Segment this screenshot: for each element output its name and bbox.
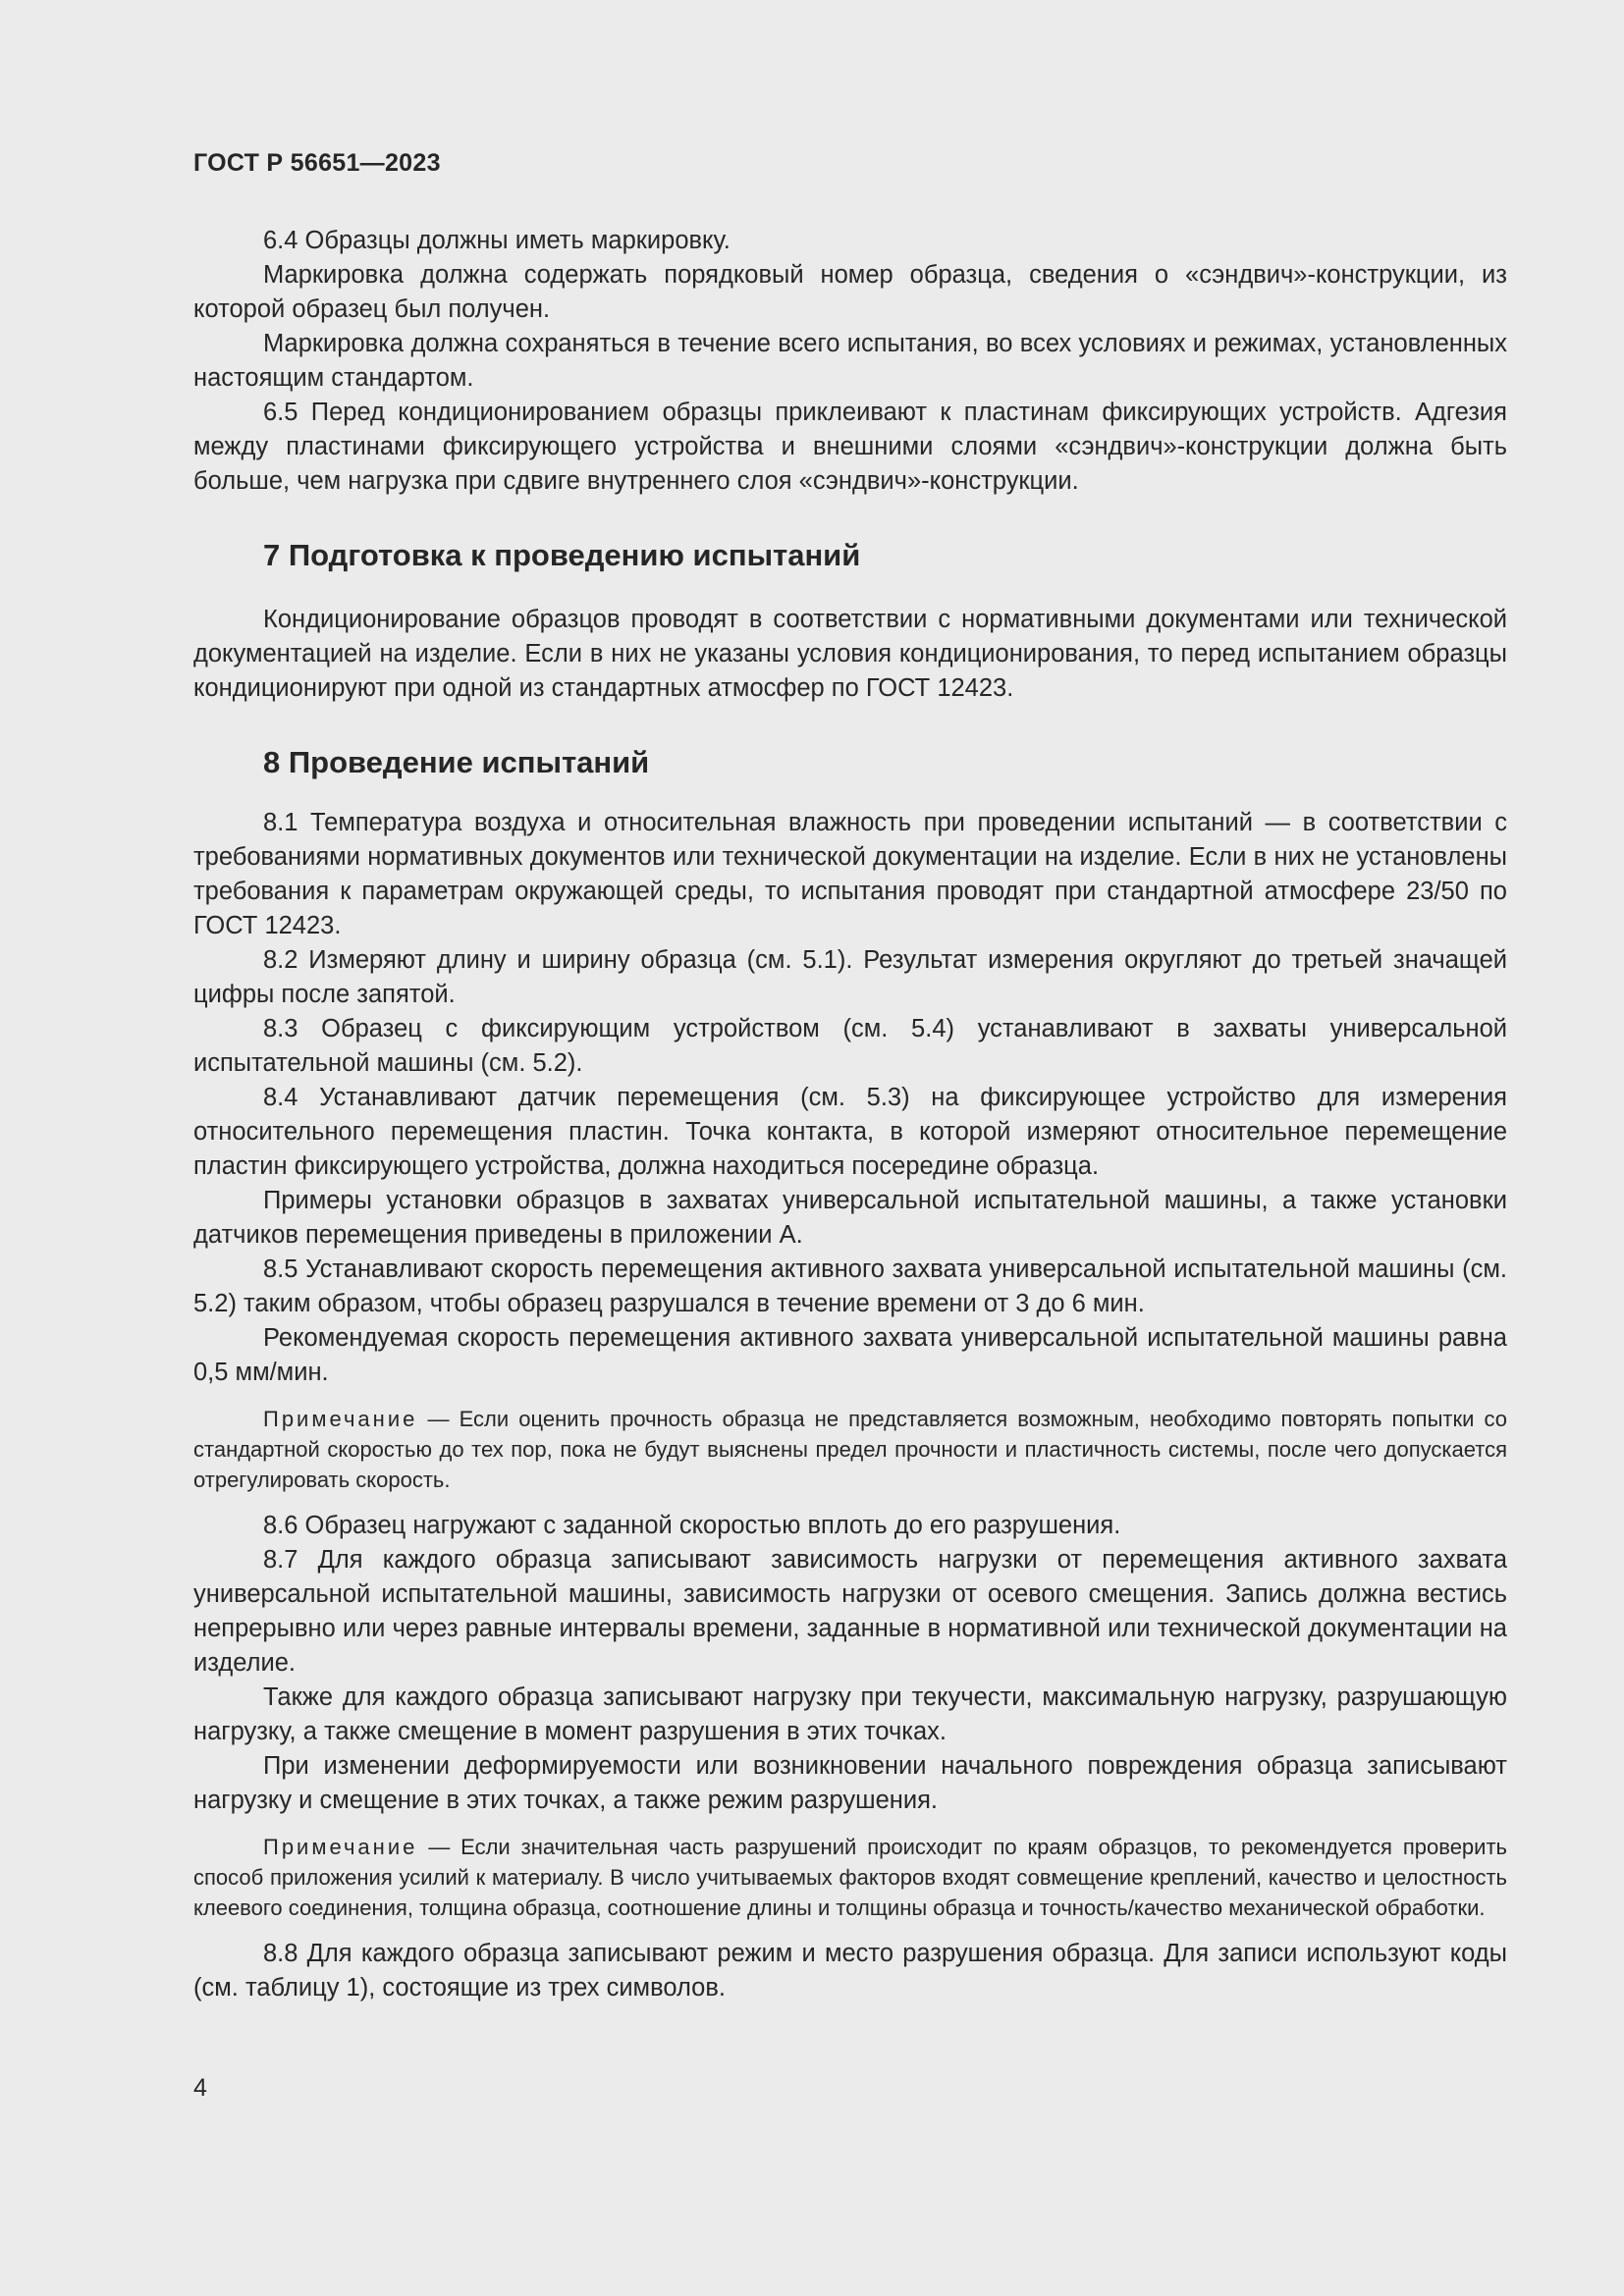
paragraph: Кондиционирование образцов проводят в соответствии с нормативными документами или технической документацией на изделие. Если в них не указаны условия кондиционирования, то перед испытанием образцы кондиционируют при одной из стандартных атмосфер по ГОСТ 12423. [193,606,1507,702]
note-label: Примечание [263,1407,418,1431]
section-heading-7: 7 Подготовка к проведению испытаний [263,538,861,572]
paragraph: Также для каждого образца записывают нагрузку при текучести, максимальную нагрузку, разрушающую нагрузку, а также смещение в момент разрушения в этих точках. [193,1683,1507,1745]
paragraph-8-2: 8.2 Измеряют длину и ширину образца (см. 5.1). Результат измерения округляют до третьей значащей цифры после запятой. [193,946,1507,1008]
paragraph-8-3: 8.3 Образец с фиксирующим устройством (см. 5.4) устанавливают в захваты универсальной испытательной машины (см. 5.2). [193,1015,1507,1077]
note [193,1404,1507,1495]
paragraph: Рекомендуемая скорость перемещения активного захвата универсальной испытательной машины равна 0,5 мм/мин. [193,1324,1507,1386]
paragraph: Маркировка должна содержать порядковый номер образца, сведения о «сэндвич»-конструкции, из которой образец был получен. [193,261,1507,323]
document-body [193,224,1507,2005]
paragraph: При изменении деформируемости или возникновении начального повреждения образца записывают нагрузку и смещение в этих точках, а также режим разрушения. [193,1752,1507,1814]
note-text: — Если значительная часть разрушений происходит по краям образцов, то рекомендуется проверить способ приложения усилий к материалу. В число учитываемых факторов входят совмещение креплений, качество и целостность клеевого соединения, толщина образца, соотношение длины и толщины образца и точность/качество механической обработки. [193,1835,1507,1920]
page-number: 4 [193,2074,207,2102]
paragraph-8-7: 8.7 Для каждого образца записывают зависимость нагрузки от перемещения активного захвата универсальной испытательной машины, зависимость нагрузки от осевого смещения. Запись должна вестись непрерывно или через равные интервалы времени, заданные в нормативной или технической документации на изделие. [193,1546,1507,1677]
paragraph: Маркировка должна сохраняться в течение всего испытания, во всех условиях и режимах, установленных настоящим стандартом. [193,330,1507,392]
section-heading-8: 8 Проведение испытаний [263,745,650,779]
note [193,1832,1507,1923]
paragraph-6-5: 6.5 Перед кондиционированием образцы приклеивают к пластинам фиксирующих устройств. Адгезия между пластинами фиксирующего устройства и внешними слоями «сэндвич»-конструкции должна быть больше, чем нагрузка при сдвиге внутреннего слоя «сэндвич»-конструкции. [193,399,1507,495]
paragraph-8-6: 8.6 Образец нагружают с заданной скоростью вплоть до его разрушения. [263,1512,1121,1539]
paragraph-8-4: 8.4 Устанавливают датчик перемещения (см. 5.3) на фиксирующее устройство для измерения относительного перемещения пластин. Точка контакта, в которой измеряют относительное перемещение пластин фиксирующего устройства, должна находиться посередине образца. [193,1084,1507,1180]
paragraph-6-4: 6.4 Образцы должны иметь маркировку. [263,227,731,254]
note-text: — Если оценить прочность образца не представляется возможным, необходимо повторять попытки со стандартной скоростью до тех пор, пока не будут выяснены предел прочности и пластичность системы, после чего допускается отрегулировать скорость. [193,1407,1507,1492]
note-label: Примечание [263,1835,418,1859]
document-header: ГОСТ Р 56651—2023 [193,149,441,177]
paragraph: Примеры установки образцов в захватах универсальной испытательной машины, а также установки датчиков перемещения приведены в приложении А. [193,1187,1507,1249]
paragraph-8-5: 8.5 Устанавливают скорость перемещения активного захвата универсальной испытательной машины (см. 5.2) таким образом, чтобы образец разрушался в течение времени от 3 до 6 мин. [193,1255,1507,1317]
paragraph-8-1: 8.1 Температура воздуха и относительная влажность при проведении испытаний — в соответствии с требованиями нормативных документов или технической документации на изделие. Если в них не установлены требования к параметрам окружающей среды, то испытания проводят при стандартной атмосфере 23/50 по ГОСТ 12423. [193,809,1507,939]
paragraph-8-8: 8.8 Для каждого образца записывают режим и место разрушения образца. Для записи используют коды (см. таблицу 1), состоящие из трех символов. [193,1940,1507,2002]
